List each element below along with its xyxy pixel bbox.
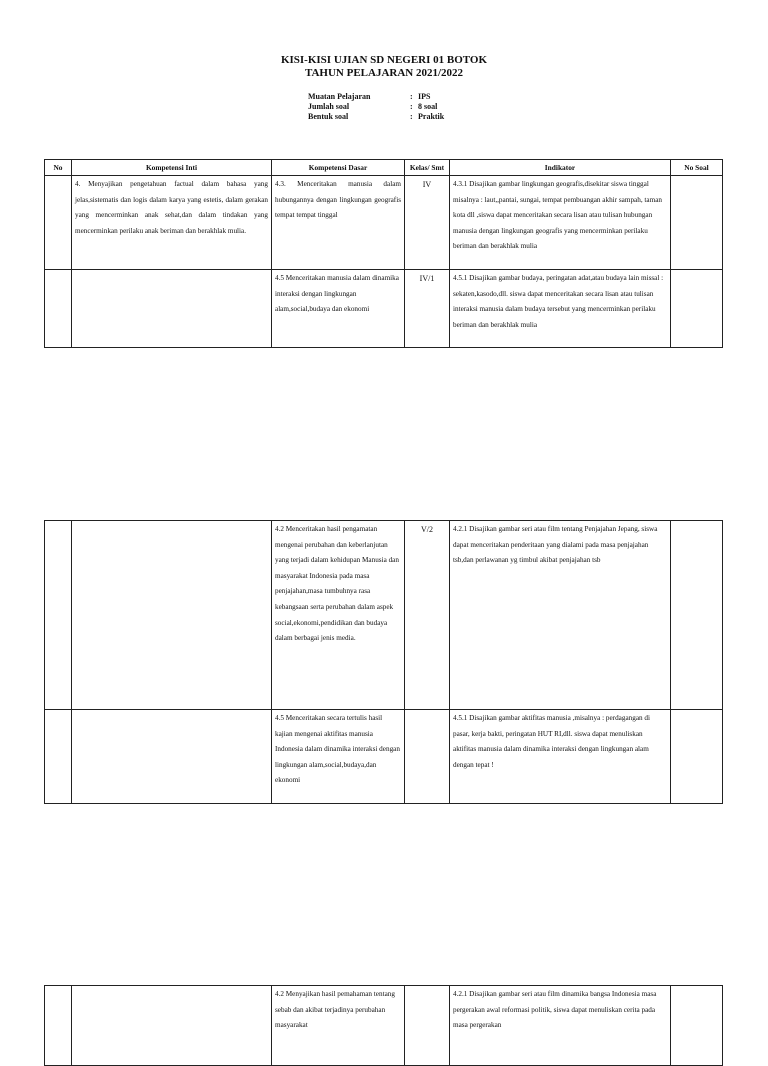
cell-kd: 4.3. Menceritakan manusia dalam hubungannya dengan lingkungan geografis tempat tempat tinggal	[272, 176, 405, 270]
meta-row-form	[308, 112, 444, 122]
meta-row-subject	[308, 92, 444, 102]
cell-no-soal	[671, 176, 723, 270]
cell-no-soal	[671, 521, 723, 710]
cell-indikator: 4.3.1 Disajikan gambar lingkungan geografis,disekitar siswa tinggal misalnya : laut,,pantai, sungai, tempat pembuangan akhir sampah, taman kota dll ,siswa dapat menceritakan secara lisan atau tulisan hubungan manusia dengan lingkungan geografis yang mencerminkan perilaku beriman dan berakhlak mulia	[450, 176, 671, 270]
meta-separator: :	[410, 112, 413, 121]
cell-kelas	[405, 710, 450, 804]
cell-kelas: IV	[405, 176, 450, 270]
cell-no	[45, 270, 72, 348]
document-subtitle: TAHUN PELAJARAN 2021/2022	[304, 67, 464, 79]
cell-no	[45, 986, 72, 1066]
meta-label: Muatan Pelajaran	[308, 92, 371, 101]
kisi-table-continued	[44, 520, 723, 804]
meta-row-count	[308, 102, 444, 112]
meta-value: Praktik	[418, 112, 445, 121]
meta-label: Bentuk soal	[308, 112, 349, 121]
meta-separator: :	[410, 102, 413, 111]
cell-kd: 4.2 Menceritakan hasil pengamatan mengenai perubahan dan keberlanjutan yang terjadi dalam kehidupan Manusia dan masyarakat Indonesia pada masa penjajahan,masa tumbuhnya rasa kebangsaan serta perubahan dalam aspek social,ekonomi,pendidikan dan budaya dalam berbagai jenis media.	[272, 521, 405, 710]
kisi-table-continued-2	[44, 985, 723, 1066]
table-row	[45, 986, 723, 1066]
cell-ki	[72, 986, 272, 1066]
cell-kelas: IV/1	[405, 270, 450, 348]
table-row	[45, 710, 723, 804]
cell-indikator: 4.5.1 Disajikan gambar budaya, peringatan adat,atau budaya lain missal : sekaten,kasodo,dll. siswa dapat menceritakan secara lisan atau tulisan interaksi manusia dalam budaya tersebut yang mencerminkan perilaku beriman dan berakhlak mulia	[450, 270, 671, 348]
meta-label: Jumlah soal	[308, 102, 350, 111]
cell-ki	[72, 270, 272, 348]
cell-ki: 4. Menyajikan pengetahuan factual dalam bahasa yang jelas,sistematis dan logis dalam karya yang estetis, dalam gerakan yang mencerminkan anak sehat,dan dalam tindakan yang mencerminkan perilaku anak beriman dan berakhlak mulia.	[72, 176, 272, 270]
cell-ki	[72, 710, 272, 804]
cell-kelas: V/2	[405, 521, 450, 710]
document-title: KISI-KISI UJIAN SD NEGERI 01 BOTOK	[280, 54, 488, 66]
table-row	[45, 176, 723, 270]
meta-value: 8 soal	[418, 102, 438, 111]
cell-kd: 4.2 Menyajikan hasil pemahaman tentang sebab dan akibat terjadinya perubahan masyarakat	[272, 986, 405, 1066]
col-header-no-soal: No Soal	[671, 160, 723, 176]
cell-no-soal	[671, 270, 723, 348]
cell-no	[45, 710, 72, 804]
cell-no	[45, 521, 72, 710]
col-header-kd: Kompetensi Dasar	[272, 160, 405, 176]
cell-no-soal	[671, 986, 723, 1066]
kisi-table	[44, 159, 723, 348]
cell-indikator: 4.2.1 Disajikan gambar seri atau film tentang Penjajahan Jepang, siswa dapat menceritakan penderitaan yang dialami pada masa penjajahan tsb,dan perlawanan yg timbul akibat penjajahan tsb	[450, 521, 671, 710]
cell-no	[45, 176, 72, 270]
meta-value: IPS	[418, 92, 431, 101]
cell-indikator: 4.2.1 Disajikan gambar seri atau film dinamika bangsa Indonesia masa pergerakan awal reformasi politik, siswa dapat menuliskan cerita pada masa pergerakan	[450, 986, 671, 1066]
cell-kd: 4.5 Menceritakan manusia dalam dinamika interaksi dengan lingkungan alam,social,budaya dan ekonomi	[272, 270, 405, 348]
cell-ki	[72, 521, 272, 710]
col-header-kelas: Kelas/ Smt	[405, 160, 450, 176]
cell-no-soal	[671, 710, 723, 804]
cell-kd: 4.5 Menceritakan secara tertulis hasil kajian mengenai aktifitas manusia Indonesia dalam dinamika interaksi dengan lingkungan alam,social,budaya,dan ekonomi	[272, 710, 405, 804]
table-row	[45, 270, 723, 348]
cell-indikator: 4.5.1 Disajikan gambar aktifitas manusia ,misalnya : perdagangan di pasar, kerja bakti, peringatan HUT RI,dll. siswa dapat menuliskan aktifitas manusia dalam dinamika interaksi dengan lingkungan alam dengan tepat !	[450, 710, 671, 804]
col-header-indikator: Indikator	[450, 160, 671, 176]
meta-block	[308, 92, 444, 122]
col-header-no: No	[45, 160, 72, 176]
meta-separator: :	[410, 92, 413, 101]
col-header-ki: Kompetensi Inti	[72, 160, 272, 176]
table-row	[45, 521, 723, 710]
cell-kelas	[405, 986, 450, 1066]
table-header-row	[45, 160, 723, 176]
